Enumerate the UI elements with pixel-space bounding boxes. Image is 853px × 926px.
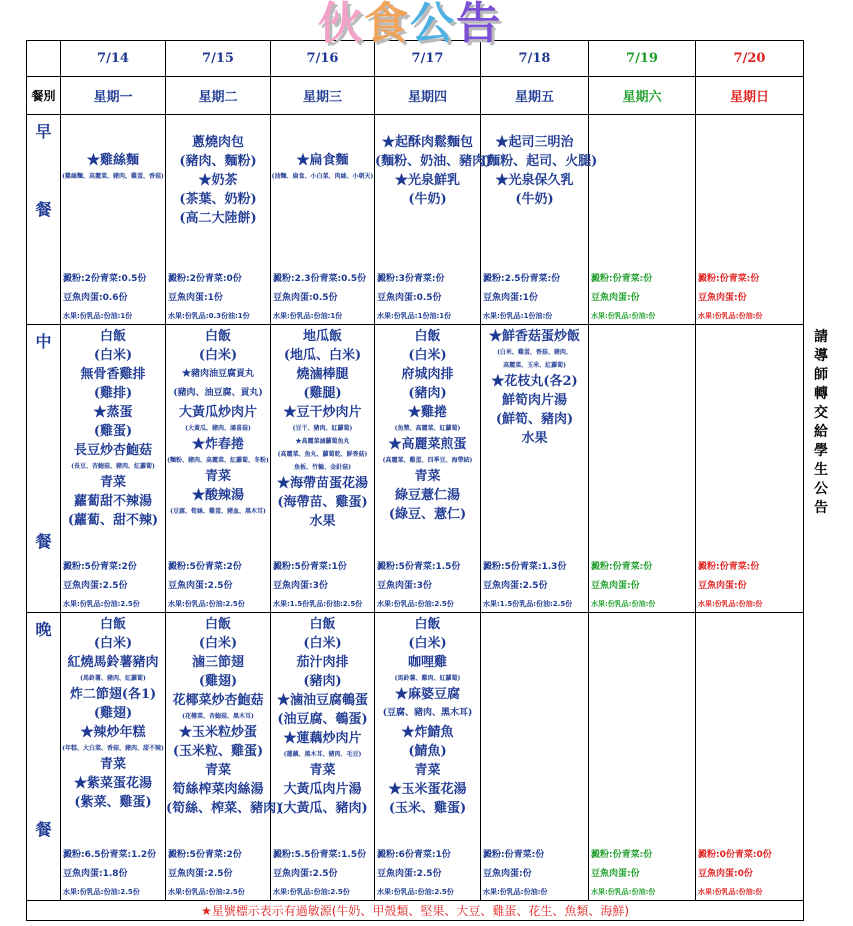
dish-line: 鮮筍肉片湯 bbox=[501, 393, 567, 408]
side-note-char: 請 bbox=[814, 329, 828, 345]
dish-line: ★酸辣湯 bbox=[191, 488, 244, 503]
dish-line: (麵粉、起司、火腿) bbox=[481, 154, 598, 169]
dish-line: (雞蛋) bbox=[93, 424, 133, 439]
dish-list bbox=[375, 325, 480, 524]
nutrition-line: 水果:份乳品:份油:份 bbox=[591, 600, 656, 608]
dish-line: 青菜 bbox=[414, 469, 441, 484]
nutrition-info bbox=[168, 558, 270, 612]
nutrition-info bbox=[377, 558, 480, 612]
dish-line: 茄汁肉排 bbox=[296, 655, 349, 670]
dish-line: (豆腐、豬肉、黑木耳) bbox=[382, 708, 473, 718]
nutrition-info bbox=[591, 558, 695, 612]
date-cell: 7/15 bbox=[166, 41, 271, 77]
nutrition-line: 澱粉:份青菜:份 bbox=[591, 274, 653, 284]
dish-line: ★海帶苗蛋花湯 bbox=[276, 476, 368, 491]
dish-line: (馬鈴薯、豬肉、紅蘿蔔) bbox=[80, 675, 146, 682]
dish-line: ★蓮藕炒肉片 bbox=[283, 731, 362, 746]
dish-line: ★高麗菜煎蛋 bbox=[388, 437, 467, 452]
dish-line: 魚板、竹輪、金針菇) bbox=[294, 464, 351, 471]
menu-cell bbox=[375, 115, 492, 325]
menu-cell bbox=[166, 325, 271, 613]
lunch-row bbox=[27, 325, 804, 613]
dish-line: ★豆干炒肉片 bbox=[283, 405, 362, 420]
nutrition-line: 澱粉:份青菜:份 bbox=[698, 274, 760, 284]
dish-line: 白飯 bbox=[99, 329, 126, 344]
nutrition-line: 澱粉:份青菜:份 bbox=[591, 562, 653, 572]
nutrition-line: 澱粉:6.5份青菜:1.2份 bbox=[63, 850, 157, 860]
nutrition-line: 水果:1.5份乳品:份油:2.5份 bbox=[273, 600, 363, 608]
dish-line: (大黃瓜、豬肉、鴻喜菇) bbox=[185, 425, 251, 432]
nutrition-line: 豆魚肉蛋:0.5份 bbox=[377, 293, 442, 303]
nutrition-info bbox=[63, 846, 165, 900]
nutrition-line: 澱粉:5份青菜:1.3份 bbox=[483, 562, 567, 572]
nutrition-info bbox=[273, 846, 374, 900]
dish-list bbox=[481, 325, 588, 448]
dish-line: (牛奶) bbox=[515, 192, 554, 207]
menu-cell bbox=[481, 115, 598, 325]
side-note bbox=[812, 328, 830, 518]
dish-line: ★光泉保久乳 bbox=[495, 173, 574, 188]
nutrition-line: 豆魚肉蛋:1.8份 bbox=[63, 869, 128, 879]
dish-line: ★炸春捲 bbox=[191, 437, 244, 452]
dish-line: ★玉米蛋花湯 bbox=[388, 782, 467, 797]
dish-line: ★玉米粒炒蛋 bbox=[178, 725, 257, 740]
dish-line: (雞排) bbox=[93, 386, 133, 401]
nutrition-line: 澱粉:5份青菜:2份 bbox=[168, 562, 242, 572]
dish-line: 青菜 bbox=[99, 757, 126, 772]
dish-line: ★蒸蛋 bbox=[93, 405, 133, 420]
nutrition-info bbox=[377, 270, 480, 324]
page-title bbox=[290, 0, 530, 48]
nutrition-line: 豆魚肉蛋:0份 bbox=[698, 869, 753, 879]
menu-cell bbox=[696, 613, 804, 901]
weekday-cell: 星期二 bbox=[166, 77, 271, 115]
nutrition-line: 澱粉:份青菜:份 bbox=[483, 850, 545, 860]
dish-line: (白米) bbox=[408, 348, 447, 363]
nutrition-info bbox=[483, 558, 588, 612]
dish-line: 蘿蔔甜不辣湯 bbox=[73, 494, 152, 509]
dish-line: (白米) bbox=[93, 348, 133, 363]
dish-line: (豬肉、油豆腐、貢丸) bbox=[173, 388, 263, 398]
dish-line: (油豆腐、鵪蛋) bbox=[277, 712, 368, 727]
nutrition-info bbox=[377, 846, 480, 900]
nutrition-line: 豆魚肉蛋:份 bbox=[591, 293, 640, 303]
nutrition-line: 澱粉:6份青菜:1份 bbox=[377, 850, 451, 860]
side-note-char: 師 bbox=[814, 367, 828, 383]
side-note-char: 學 bbox=[814, 443, 828, 459]
nutrition-line: 水果:份乳品:份油:份 bbox=[591, 312, 656, 320]
menu-cell bbox=[166, 613, 283, 901]
menu-cell bbox=[61, 325, 166, 613]
side-note-char: 交 bbox=[814, 405, 828, 421]
dish-line: (牛奶) bbox=[408, 192, 447, 207]
dish-list bbox=[589, 115, 695, 133]
dish-line: (高麗菜、雞蛋、四季豆、海帶結) bbox=[382, 457, 473, 464]
dish-line: (豬肉) bbox=[303, 674, 342, 689]
menu-cell bbox=[271, 325, 375, 613]
nutrition-line: 水果:份乳品:份油:份 bbox=[591, 888, 656, 896]
dish-list bbox=[271, 325, 374, 531]
dish-line: (綠豆、薏仁) bbox=[388, 507, 467, 522]
dish-line: ★起酥肉鬆麵包 bbox=[381, 135, 473, 150]
dish-line: ★鮮香菇蛋炒飯 bbox=[488, 329, 580, 344]
weekday-cell: 星期五 bbox=[481, 77, 589, 115]
nutrition-line: 澱粉:5份青菜:2份 bbox=[168, 850, 242, 860]
nutrition-line: 水果:份乳品:份油:2.5份 bbox=[168, 888, 245, 896]
dish-line: (蓮藕、黑木耳、豬肉、毛豆) bbox=[283, 751, 362, 758]
menu-cell bbox=[61, 115, 166, 325]
nutrition-line: 水果:份乳品:份油:1份 bbox=[63, 312, 133, 320]
nutrition-line: 豆魚肉蛋:2.5份 bbox=[273, 869, 338, 879]
dish-line: ★雞絲麵 bbox=[86, 153, 139, 168]
dish-line: (筍絲、榨菜、豬肉) bbox=[166, 801, 283, 816]
dish-line: 大黃瓜炒肉片 bbox=[178, 405, 257, 420]
dish-line: (雞翅) bbox=[198, 674, 238, 689]
dish-list bbox=[271, 613, 374, 818]
dish-line: (油麵、扁食、小白菜、肉絲、小朝天) bbox=[271, 173, 374, 180]
nutrition-line: 澱粉:份青菜:份 bbox=[698, 562, 760, 572]
dish-line: (豆干、豬肉、紅蘿蔔) bbox=[292, 425, 353, 432]
weekday-cell: 星期四 bbox=[375, 77, 481, 115]
side-note-char: 轉 bbox=[814, 386, 828, 402]
nutrition-line: 澱粉:2.3份青菜:0.5份 bbox=[273, 274, 367, 284]
dish-line: (雞絲麵、高麗菜、豬肉、雞蛋、香菇) bbox=[62, 173, 164, 180]
title-char: 公 bbox=[410, 0, 456, 49]
dish-line: 白飯 bbox=[414, 617, 441, 632]
date-cell: 7/18 bbox=[481, 41, 589, 77]
nutrition-line: 水果:份乳品:份油:2.5份 bbox=[63, 600, 140, 608]
dish-line: 咖哩雞 bbox=[407, 655, 447, 670]
title-char: 告 bbox=[456, 0, 502, 49]
nutrition-info bbox=[168, 846, 270, 900]
dish-line: ★花枝丸(各2) bbox=[491, 374, 578, 389]
nutrition-info bbox=[591, 846, 695, 900]
nutrition-line: 水果:份乳品:份油:2.5份 bbox=[168, 600, 245, 608]
nutrition-info bbox=[273, 558, 374, 612]
dish-line: (白米、雞蛋、香菇、豬肉、 bbox=[497, 349, 572, 356]
dish-line: ★炸鯖魚 bbox=[401, 725, 454, 740]
nutrition-line: 水果:份乳品:份油:份 bbox=[698, 312, 763, 320]
date-cell: 7/16 bbox=[271, 41, 375, 77]
nutrition-line: 水果:份乳品:1份油:1份 bbox=[377, 312, 452, 320]
dish-line: (地瓜、白米) bbox=[283, 348, 362, 363]
nutrition-line: 豆魚肉蛋:份 bbox=[698, 581, 747, 591]
dish-line: (白米) bbox=[198, 348, 238, 363]
menu-cell bbox=[696, 325, 804, 613]
weekday-cell: 星期三 bbox=[271, 77, 375, 115]
dish-line: ★扁食麵 bbox=[296, 153, 349, 168]
weekday-cell: 星期六 bbox=[589, 77, 696, 115]
nutrition-line: 豆魚肉蛋:份 bbox=[591, 581, 640, 591]
side-note-char: 給 bbox=[814, 424, 828, 440]
side-note-char: 公 bbox=[814, 481, 828, 497]
dish-list bbox=[696, 613, 803, 615]
breakfast-row bbox=[27, 115, 804, 325]
dish-line: (茶葉、奶粉) bbox=[179, 192, 257, 207]
dish-line: (年糕、大白菜、香菇、豬肉、甜不辣) bbox=[62, 745, 164, 752]
nutrition-line: 水果:份乳品:份油:2.5份 bbox=[377, 888, 454, 896]
nutrition-info bbox=[591, 270, 695, 324]
dinner-row bbox=[27, 613, 804, 901]
nutrition-line: 澱粉:2份青菜:0.5份 bbox=[63, 274, 147, 284]
dish-line: (高二大陸餅) bbox=[179, 211, 257, 226]
dish-line: 青菜 bbox=[99, 475, 126, 490]
dish-line: 無骨香雞排 bbox=[80, 367, 146, 382]
weekday-cell: 星期日 bbox=[696, 77, 804, 115]
nutrition-line: 澱粉:份青菜:份 bbox=[591, 850, 653, 860]
date-cell: 7/20 bbox=[696, 41, 804, 77]
dish-line: ★雞捲 bbox=[407, 405, 447, 420]
side-note-char: 生 bbox=[814, 462, 828, 478]
nutrition-line: 水果:份乳品:份油:1份 bbox=[273, 312, 343, 320]
nutrition-line: 豆魚肉蛋:3份 bbox=[377, 581, 432, 591]
nutrition-line: 澱粉:5份青菜:2份 bbox=[63, 562, 137, 572]
dish-line: (豬肉) bbox=[408, 386, 447, 401]
nutrition-line: 水果:份乳品:份油:份 bbox=[698, 888, 763, 896]
nutrition-line: 豆魚肉蛋:2.5份 bbox=[168, 581, 233, 591]
menu-cell bbox=[481, 613, 589, 901]
nutrition-line: 水果:1.5份乳品:份油:2.5份 bbox=[483, 600, 573, 608]
meal-label: 晚 餐 bbox=[27, 613, 61, 901]
menu-cell bbox=[589, 115, 696, 325]
dish-line: 水果 bbox=[309, 514, 336, 529]
nutrition-line: 澱粉:5份青菜:1.5份 bbox=[377, 562, 461, 572]
nutrition-info bbox=[698, 270, 803, 324]
title-char: 食 bbox=[364, 0, 410, 49]
dish-line: (大黃瓜、豬肉) bbox=[277, 801, 368, 816]
dish-line: 滷三節翅 bbox=[191, 655, 244, 670]
dish-list bbox=[271, 115, 374, 183]
nutrition-line: 豆魚肉蛋:2.5份 bbox=[377, 869, 442, 879]
side-note-char: 導 bbox=[814, 348, 828, 364]
dish-line: 地瓜飯 bbox=[302, 329, 342, 344]
menu-cell bbox=[166, 115, 271, 325]
nutrition-line: 豆魚肉蛋:3份 bbox=[273, 581, 328, 591]
dish-list bbox=[481, 613, 588, 615]
nutrition-info bbox=[63, 558, 165, 612]
menu-cell bbox=[375, 325, 481, 613]
dish-line: ★辣炒年糕 bbox=[80, 725, 146, 740]
side-note-char: 告 bbox=[814, 500, 828, 516]
dish-line: 青菜 bbox=[204, 763, 231, 778]
nutrition-line: 豆魚肉蛋:2.5份 bbox=[483, 581, 548, 591]
nutrition-line: 澱粉:2份青菜:0份 bbox=[168, 274, 242, 284]
nutrition-info bbox=[168, 270, 270, 324]
dish-line: 燒滷棒腿 bbox=[296, 367, 349, 382]
dish-line: (白米) bbox=[93, 636, 133, 651]
allergen-note: ★星號標示表示有過敏源(牛奶、甲殼類、堅果、大豆、雞蛋、花生、魚類、海鮮) bbox=[27, 901, 804, 921]
dish-line: (豆腐、筍絲、雞蛋、豬血、黑木耳) bbox=[170, 508, 266, 515]
dish-line: (白米) bbox=[303, 636, 342, 651]
menu-cell bbox=[589, 613, 696, 901]
menu-table bbox=[26, 40, 804, 921]
nutrition-line: 水果:份乳品:1份油:份 bbox=[483, 312, 553, 320]
date-cell: 7/17 bbox=[375, 41, 481, 77]
meal-label: 中 餐 bbox=[27, 325, 61, 613]
dish-line: ★光泉鮮乳 bbox=[394, 173, 460, 188]
date-cell: 7/19 bbox=[589, 41, 696, 77]
nutrition-line: 水果:份乳品:0.3份油:1份 bbox=[168, 312, 250, 320]
nutrition-line: 豆魚肉蛋:份 bbox=[591, 869, 640, 879]
dish-line: ★滷油豆腐鵪蛋 bbox=[276, 693, 368, 708]
dish-line: 蔥燒肉包 bbox=[191, 135, 244, 150]
dish-list bbox=[166, 325, 270, 518]
menu-cell bbox=[271, 613, 375, 901]
dish-list bbox=[375, 115, 492, 209]
dish-list bbox=[61, 613, 165, 812]
dish-line: (鮮筍、豬肉) bbox=[495, 412, 574, 427]
dish-line: 青菜 bbox=[204, 469, 231, 484]
nutrition-line: 澱粉:0份青菜:0份 bbox=[698, 850, 772, 860]
nutrition-line: 水果:份乳品:份油:份 bbox=[483, 888, 548, 896]
dish-line: (白米) bbox=[408, 636, 447, 651]
dish-line: ★豬肉油豆腐貢丸 bbox=[181, 369, 254, 379]
nutrition-line: 澱粉:5份青菜:1份 bbox=[273, 562, 347, 572]
dish-line: 長豆炒杏鮑菇 bbox=[73, 443, 152, 458]
dish-line: 白飯 bbox=[204, 617, 231, 632]
dish-line: 白飯 bbox=[99, 617, 126, 632]
footer-row bbox=[27, 901, 804, 921]
dish-line: 高麗菜、玉米、紅蘿蔔) bbox=[503, 362, 566, 369]
dish-line: ★奶茶 bbox=[198, 173, 238, 188]
dish-list bbox=[589, 325, 695, 327]
dish-line: (魚漿、高麗菜、紅蘿蔔) bbox=[394, 425, 461, 432]
dish-line: (長豆、杏鮑菇、豬肉、紅蘿蔔) bbox=[71, 463, 155, 470]
dish-list bbox=[589, 613, 695, 615]
nutrition-line: 豆魚肉蛋:0.6份 bbox=[63, 293, 128, 303]
meal-column-header: 餐別 bbox=[27, 77, 61, 115]
dish-line: (玉米、雞蛋) bbox=[388, 801, 467, 816]
dish-line: (高麗菜、魚丸、蘿蔔乾、鮮香菇) bbox=[277, 451, 368, 458]
menu-cell bbox=[481, 325, 589, 613]
dish-line: 炸二節翅(各1) bbox=[69, 687, 157, 702]
nutrition-info bbox=[63, 270, 165, 324]
nutrition-line: 豆魚肉蛋:0.5份 bbox=[273, 293, 338, 303]
nutrition-line: 豆魚肉蛋:1份 bbox=[483, 293, 538, 303]
menu-cell bbox=[696, 115, 804, 325]
dish-line: (豬肉、麵粉) bbox=[179, 154, 257, 169]
nutrition-line: 水果:份乳品:份油:2.5份 bbox=[273, 888, 350, 896]
date-cell: 7/14 bbox=[61, 41, 166, 77]
dish-list bbox=[481, 115, 598, 209]
nutrition-info bbox=[273, 270, 374, 324]
meal-label: 早 餐 bbox=[27, 115, 61, 325]
dish-list bbox=[166, 115, 270, 228]
dish-line: (麵粉、豬肉、高麗菜、紅蘿蔔、冬粉) bbox=[167, 457, 269, 464]
title-char: 伙 bbox=[318, 0, 364, 49]
dish-line: 綠豆薏仁湯 bbox=[394, 488, 460, 503]
nutrition-info bbox=[698, 558, 803, 612]
dish-line: (雞腿) bbox=[303, 386, 342, 401]
dish-line: (雞翅) bbox=[93, 706, 133, 721]
dish-line: (麵粉、奶油、豬肉) bbox=[375, 154, 492, 169]
menu-cell bbox=[375, 613, 481, 901]
dish-line: 白飯 bbox=[309, 617, 336, 632]
nutrition-line: 澱粉:2.5份青菜:份 bbox=[483, 274, 561, 284]
dish-list bbox=[375, 613, 480, 818]
dish-line: 青菜 bbox=[309, 763, 336, 778]
menu-cell bbox=[61, 613, 166, 901]
dish-list bbox=[61, 115, 165, 183]
dish-line: (花椰菜、杏鮑菇、黑木耳) bbox=[182, 713, 254, 720]
nutrition-line: 豆魚肉蛋:份 bbox=[698, 293, 747, 303]
dish-list bbox=[166, 613, 283, 818]
dish-line: (玉米粒、雞蛋) bbox=[172, 744, 264, 759]
nutrition-line: 水果:份乳品:份油:2.5份 bbox=[63, 888, 140, 896]
menu-cell bbox=[271, 115, 375, 325]
nutrition-line: 澱粉:5.5份青菜:1.5份 bbox=[273, 850, 367, 860]
dish-line: 水果 bbox=[521, 431, 548, 446]
nutrition-info bbox=[698, 846, 803, 900]
dish-list bbox=[61, 325, 165, 530]
dish-list bbox=[696, 115, 803, 133]
dish-line: 青菜 bbox=[414, 763, 441, 778]
dish-list bbox=[696, 325, 803, 327]
weekday-cell: 星期一 bbox=[61, 77, 166, 115]
dish-line: ★高麗菜滷蘿蔔魚丸 bbox=[295, 438, 350, 445]
dish-line: 花椰菜炒杏鮑菇 bbox=[172, 693, 264, 708]
nutrition-line: 豆魚肉蛋:份 bbox=[483, 869, 532, 879]
nutrition-line: 豆魚肉蛋:1份 bbox=[168, 293, 223, 303]
dish-line: (鯖魚) bbox=[408, 744, 447, 759]
dish-line: 紅燒馬鈴薯豬肉 bbox=[67, 655, 159, 670]
dish-line: (蘿蔔、甜不辣) bbox=[67, 513, 159, 528]
dish-line: 府城肉排 bbox=[401, 367, 454, 382]
dish-line: (海帶苗、雞蛋) bbox=[277, 495, 368, 510]
nutrition-line: 水果:份乳品:份油:份 bbox=[698, 600, 763, 608]
dish-line: ★麻婆豆腐 bbox=[394, 687, 460, 702]
nutrition-line: 水果:份乳品:份油:2.5份 bbox=[377, 600, 454, 608]
nutrition-line: 豆魚肉蛋:2.5份 bbox=[168, 869, 233, 879]
dish-line: (馬鈴薯、雞肉、紅蘿蔔) bbox=[394, 675, 461, 682]
nutrition-info bbox=[483, 846, 588, 900]
corner-cell bbox=[27, 41, 61, 77]
dish-line: (白米) bbox=[198, 636, 238, 651]
dish-line: 筍絲榨菜肉絲湯 bbox=[172, 782, 264, 797]
weekday-row bbox=[27, 77, 804, 115]
dish-line: ★紫菜蛋花湯 bbox=[73, 776, 152, 791]
nutrition-info bbox=[483, 270, 588, 324]
dish-line: (紫菜、雞蛋) bbox=[74, 795, 152, 810]
dish-line: 白飯 bbox=[414, 329, 441, 344]
nutrition-line: 澱粉:3份青菜:份 bbox=[377, 274, 445, 284]
menu-cell bbox=[589, 325, 696, 613]
dish-line: ★起司三明治 bbox=[495, 135, 574, 150]
nutrition-line: 豆魚肉蛋:2.5份 bbox=[63, 581, 128, 591]
dish-line: 白飯 bbox=[204, 329, 231, 344]
dish-line: 大黃瓜肉片湯 bbox=[283, 782, 362, 797]
